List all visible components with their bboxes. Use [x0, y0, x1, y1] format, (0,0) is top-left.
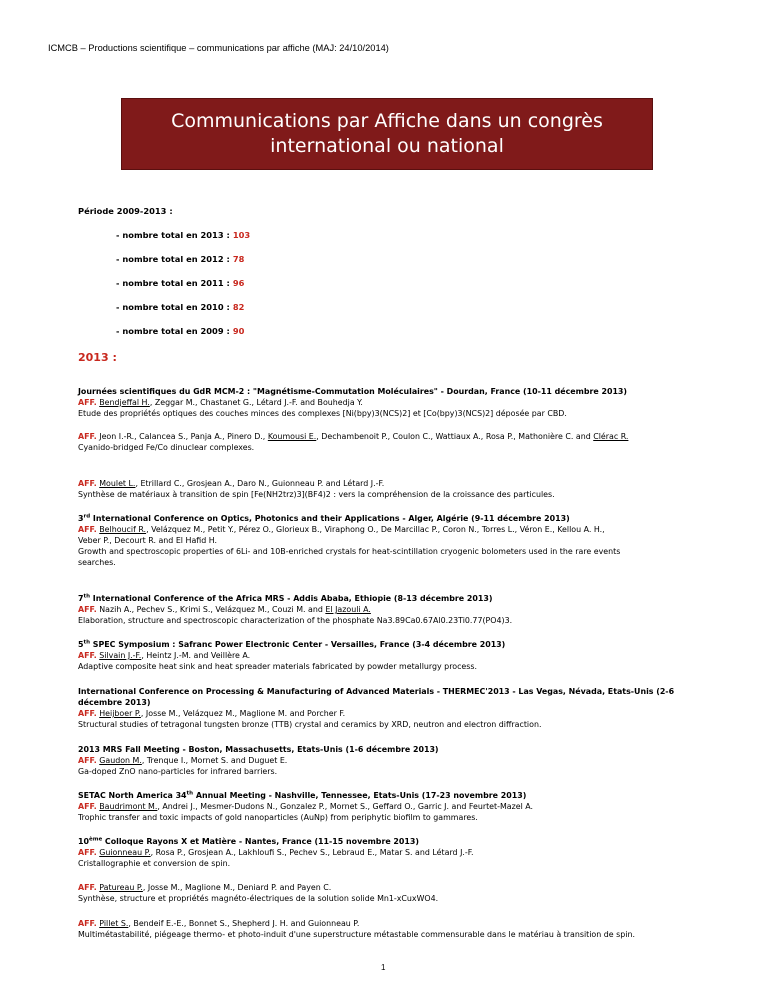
- poster-title-continued: searches.: [78, 558, 116, 567]
- aff-label: AFF.: [78, 919, 97, 928]
- stat-label: - nombre total en 2013 :: [116, 230, 230, 240]
- conference-title: 5th SPEC Symposium : Safranc Power Electronic Center - Versailles, France (3-4 décembre 2013): [78, 639, 506, 649]
- authors: [78, 882, 718, 893]
- stat-value: 82: [232, 302, 245, 312]
- aff-label: AFF.: [78, 756, 97, 765]
- conference-title: 7th International Conference of the Africa MRS - Addis Ababa, Ethiopie (8-13 décembre 2013): [78, 593, 493, 603]
- poster-title: Multimétastabilité, piégeage thermo- et photo-induit d'une superstructure métastable commensurable dans le matériau à transition de spin.: [78, 930, 635, 939]
- presenting-author: Patureau P.: [99, 883, 143, 892]
- presenting-author: Guionneau P.: [99, 848, 151, 857]
- poster-entry-7: [78, 686, 718, 730]
- poster-title: Structural studies of tetragonal tungsten bronze (TTB) crystal and ceramics by XRD, neutron and electron diffraction.: [78, 720, 542, 729]
- co-authors: , Josse M., Velázquez M., Maglione M. and Porcher F.: [140, 709, 346, 718]
- authors: [78, 397, 718, 408]
- stat-2010: [116, 302, 244, 312]
- conference-title-continued: décembre 2013): [78, 698, 151, 707]
- poster-title: Elaboration, structure and spectroscopic characterization of the phosphate Na3.89Ca0.67Al0.23Ti0.77(PO4)3.: [78, 616, 513, 625]
- poster-entry-10: [78, 836, 718, 869]
- aff-label: AFF.: [78, 479, 97, 488]
- presenting-author: Baudrimont M.: [99, 802, 158, 811]
- authors: [78, 847, 718, 858]
- poster-title: Adaptive composite heat sink and heat spreader materials fabricated by powder metallurgy process.: [78, 662, 478, 671]
- authors: [78, 755, 718, 766]
- authors: [78, 604, 718, 615]
- authors: [78, 431, 718, 442]
- stat-label: - nombre total en 2010 :: [116, 302, 230, 312]
- aff-label: AFF.: [78, 651, 97, 660]
- poster-entry-5: [78, 593, 718, 626]
- co-authors: Jeon I.-R., Calancea S., Panja A., Pinero D.,: [99, 432, 268, 441]
- stat-2012: [116, 254, 244, 264]
- stat-label: - nombre total en 2011 :: [116, 278, 230, 288]
- aff-label: AFF.: [78, 802, 97, 811]
- poster-title: Synthèse de matériaux à transition de spin [Fe(NH2trz)3](BF4)2 : vers la compréhension de la croissance des particules.: [78, 490, 555, 499]
- poster-entry-6: [78, 639, 718, 672]
- co-authors: , Dechambenoit P., Coulon C., Wattiaux A., Rosa P., Mathonière C. and: [316, 432, 594, 441]
- stat-2009: [116, 326, 244, 336]
- co-authors: Nazih A., Pechev S., Krimi S., Velázquez M., Couzi M. and: [96, 605, 326, 614]
- stat-value: 103: [232, 230, 251, 240]
- presenting-author: Moulet L.: [99, 479, 136, 488]
- authors: [78, 650, 718, 661]
- authors: [78, 801, 718, 812]
- period-label: Période 2009-2013 :: [78, 206, 173, 216]
- aff-label: AFF.: [78, 883, 97, 892]
- aff-label: AFF.: [78, 432, 97, 441]
- authors: [78, 918, 718, 929]
- poster-entry-3: [78, 478, 718, 500]
- poster-entry-11: [78, 882, 718, 904]
- poster-title: Cristallographie et conversion de spin.: [78, 859, 231, 868]
- co-authors: , Rosa P., Grosjean A., Lakhloufi S., Pechev S., Lebraud E., Matar S. and Létard J.-F.: [150, 848, 474, 857]
- conference-title: 3rd International Conference on Optics, Photonics and their Applications - Alger, Algérie (9-11 décembre 2013): [78, 513, 570, 523]
- banner-line-1: Communications par Affiche dans un congrès: [171, 110, 603, 132]
- poster-title: Ga-doped ZnO nano-particles for infrared barriers.: [78, 767, 278, 776]
- stat-label: - nombre total en 2012 :: [116, 254, 230, 264]
- poster-title: Etude des propriétés optiques des couches minces des complexes [Ni(bpy)3(NCS)2] et [Co(bpy)3(NCS)2] déposée par CBD.: [78, 409, 567, 418]
- co-authors: , Velázquez M., Petit Y., Pérez O., Glorieux B., Viraphong O., De Marcillac P., Coron N., Torres L., Véron E., Kellou A. H.,: [146, 525, 605, 534]
- presenting-author: Gaudon M.: [99, 756, 142, 765]
- presenting-author: Bendjeffal H.: [99, 398, 150, 407]
- aff-label: AFF.: [78, 709, 97, 718]
- presenting-author: Silvain J.-F.: [99, 651, 142, 660]
- banner-line-2: international ou national: [270, 135, 504, 157]
- conference-title: Journées scientifiques du GdR MCM-2 : "Magnétisme-Commutation Moléculaires" - Dourdan, France (10-11 décembre 2013): [78, 387, 628, 396]
- poster-entry-4: [78, 513, 718, 568]
- authors-continued: Veber P., Decourt R. and El Hafid H.: [78, 536, 218, 545]
- aff-label: AFF.: [78, 605, 97, 614]
- co-authors: , Trenque I., Mornet S. and Duguet E.: [141, 756, 288, 765]
- poster-entry-8: [78, 744, 718, 777]
- co-authors: , Zeggar M., Chastanet G., Létard J.-F. and Bouhedja Y.: [149, 398, 363, 407]
- presenting-author: Heijboer P.: [99, 709, 141, 718]
- stat-value: 96: [232, 278, 245, 288]
- presenting-author: Belhoucif R.: [99, 525, 147, 534]
- aff-label: AFF.: [78, 398, 97, 407]
- co-authors: , Bendeif E.-E., Bonnet S., Shepherd J. H. and Guionneau P.: [128, 919, 360, 928]
- poster-entry-1: [78, 386, 718, 419]
- section-banner: [121, 98, 653, 170]
- poster-entry-2: [78, 431, 718, 453]
- conference-title: 2013 MRS Fall Meeting - Boston, Massachusetts, Etats-Unis (1-6 décembre 2013): [78, 745, 439, 754]
- co-authors: , Heintz J.-M. and Veillère A.: [141, 651, 251, 660]
- conference-title: 10ème Colloque Rayons X et Matière - Nantes, France (11-15 novembre 2013): [78, 836, 419, 846]
- conference-title: International Conference on Processing & Manufacturing of Advanced Materials - THERMEC'2013 - Las Vegas, Névada, Etats-Unis (2-6: [78, 687, 675, 696]
- co-authors: , Etrillard C., Grosjean A., Daro N., Guionneau P. and Létard J.-F.: [135, 479, 385, 488]
- poster-title: Cyanido-bridged Fe/Co dinuclear complexes.: [78, 443, 255, 452]
- poster-title: Growth and spectroscopic properties of 6Li- and 10B-enriched crystals for heat-scintillation cryogenic bolometers used in the rare events: [78, 547, 621, 556]
- authors: [78, 478, 718, 489]
- stat-value: 78: [232, 254, 245, 264]
- presenting-author: Clérac R.: [593, 432, 629, 441]
- page-number: 1: [381, 963, 386, 972]
- authors: [78, 524, 718, 535]
- aff-label: AFF.: [78, 848, 97, 857]
- poster-title: Trophic transfer and toxic impacts of gold nanoparticles (AuNp) from periphytic biofilm to gammares.: [78, 813, 478, 822]
- co-authors: , Andrei J., Mesmer-Dudons N., Gonzalez P., Mornet S., Geffard O., Garric J. and Feurtet-Mazel A.: [157, 802, 534, 811]
- presenting-author: El Jazouli A.: [325, 605, 371, 614]
- presenting-author: Koumousi E.: [267, 432, 317, 441]
- poster-entry-12: [78, 918, 718, 940]
- poster-title: Synthèse, structure et propriétés magnéto-électriques de la solution solide Mn1-xCuxWO4.: [78, 894, 439, 903]
- stat-2011: [116, 278, 244, 288]
- year-heading: 2013 :: [78, 351, 117, 364]
- poster-entry-9: [78, 790, 718, 823]
- conference-title: SETAC North America 34th Annual Meeting - Nashville, Tennessee, Etats-Unis (17-23 novembre 2013): [78, 790, 527, 800]
- co-authors: , Josse M., Maglione M., Deniard P. and Payen C.: [142, 883, 332, 892]
- presenting-author: Pillet S.: [99, 919, 129, 928]
- stat-2013: [116, 230, 250, 240]
- authors: [78, 708, 718, 719]
- aff-label: AFF.: [78, 525, 97, 534]
- stat-value: 90: [232, 326, 245, 336]
- stat-label: - nombre total en 2009 :: [116, 326, 230, 336]
- page-header: ICMCB – Productions scientifique – communications par affiche (MAJ: 24/10/2014): [48, 43, 389, 53]
